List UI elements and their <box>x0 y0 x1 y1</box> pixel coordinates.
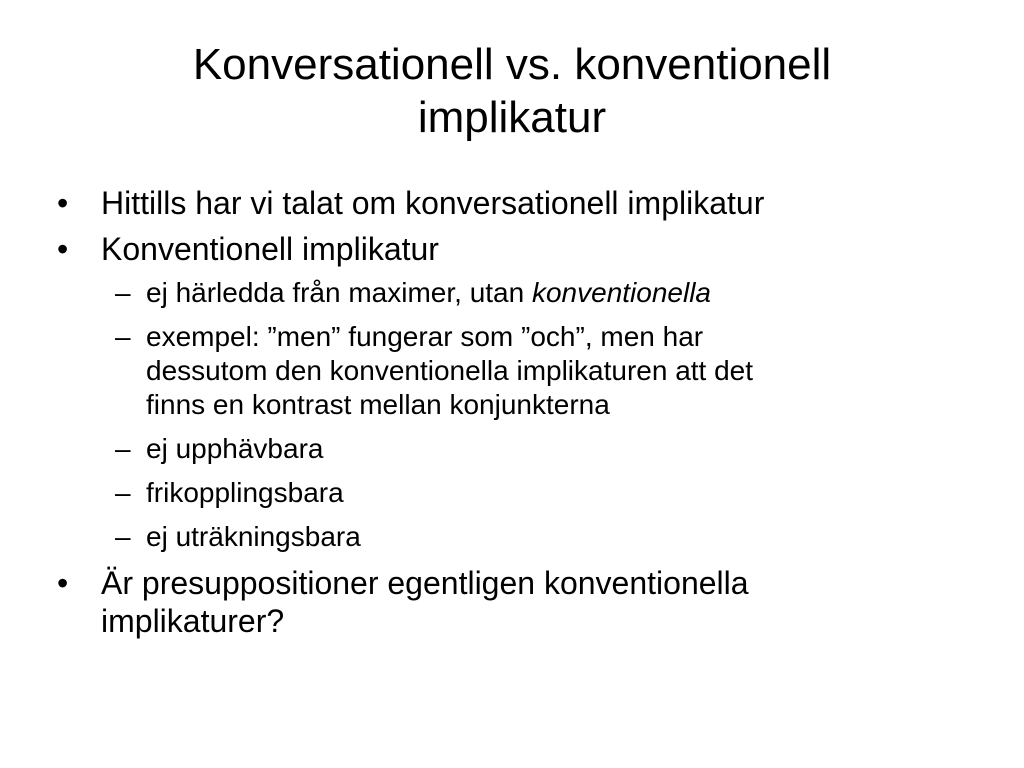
title-line-2: implikatur <box>417 93 607 142</box>
slide-body <box>57 184 967 648</box>
bullet-icon: • <box>57 565 69 601</box>
sub-bullet-text: ej härledda från maximer, utan <box>146 277 532 308</box>
dash-icon: – <box>115 277 131 308</box>
sub-bullet-text-line: dessutom den konventionella implikaturen att det <box>146 355 754 386</box>
title-line-1: Konversationell vs. konventionell <box>192 40 832 89</box>
sub-bullet-item <box>115 520 906 554</box>
slide-title <box>40 38 984 144</box>
dash-icon: – <box>115 433 131 464</box>
sub-bullet-text: ej uträkningsbara <box>146 521 361 552</box>
dash-icon: – <box>115 477 131 508</box>
sub-bullet-emphasis: konventionella <box>531 277 712 308</box>
bullet-icon: • <box>57 231 69 267</box>
bullet-text: Konventionell implikatur <box>101 231 439 267</box>
bullet-item <box>57 564 967 640</box>
dash-icon: – <box>115 321 131 352</box>
bullet-text: Hittills har vi talat om konversationell implikatur <box>101 185 765 221</box>
sub-bullet-item <box>115 432 906 466</box>
sub-bullet-item <box>115 476 906 510</box>
sub-bullet-text: frikopplingsbara <box>146 477 344 508</box>
bullet-text-line: Är presuppositioner egentligen konventionella <box>101 565 749 601</box>
bullet-item <box>57 230 967 268</box>
sub-bullet-text-line: finns en kontrast mellan konjunkterna <box>146 389 610 420</box>
sub-bullet-text-line: exempel: ”men” fungerar som ”och”, men har <box>146 321 704 352</box>
sub-bullet-item <box>115 276 906 310</box>
bullet-item <box>57 184 967 222</box>
bullet-icon: • <box>57 185 69 221</box>
sub-bullet-item <box>115 320 906 422</box>
dash-icon: – <box>115 521 131 552</box>
bullet-text-line: implikaturer? <box>101 603 285 639</box>
sub-bullet-text: ej upphävbara <box>146 433 324 464</box>
